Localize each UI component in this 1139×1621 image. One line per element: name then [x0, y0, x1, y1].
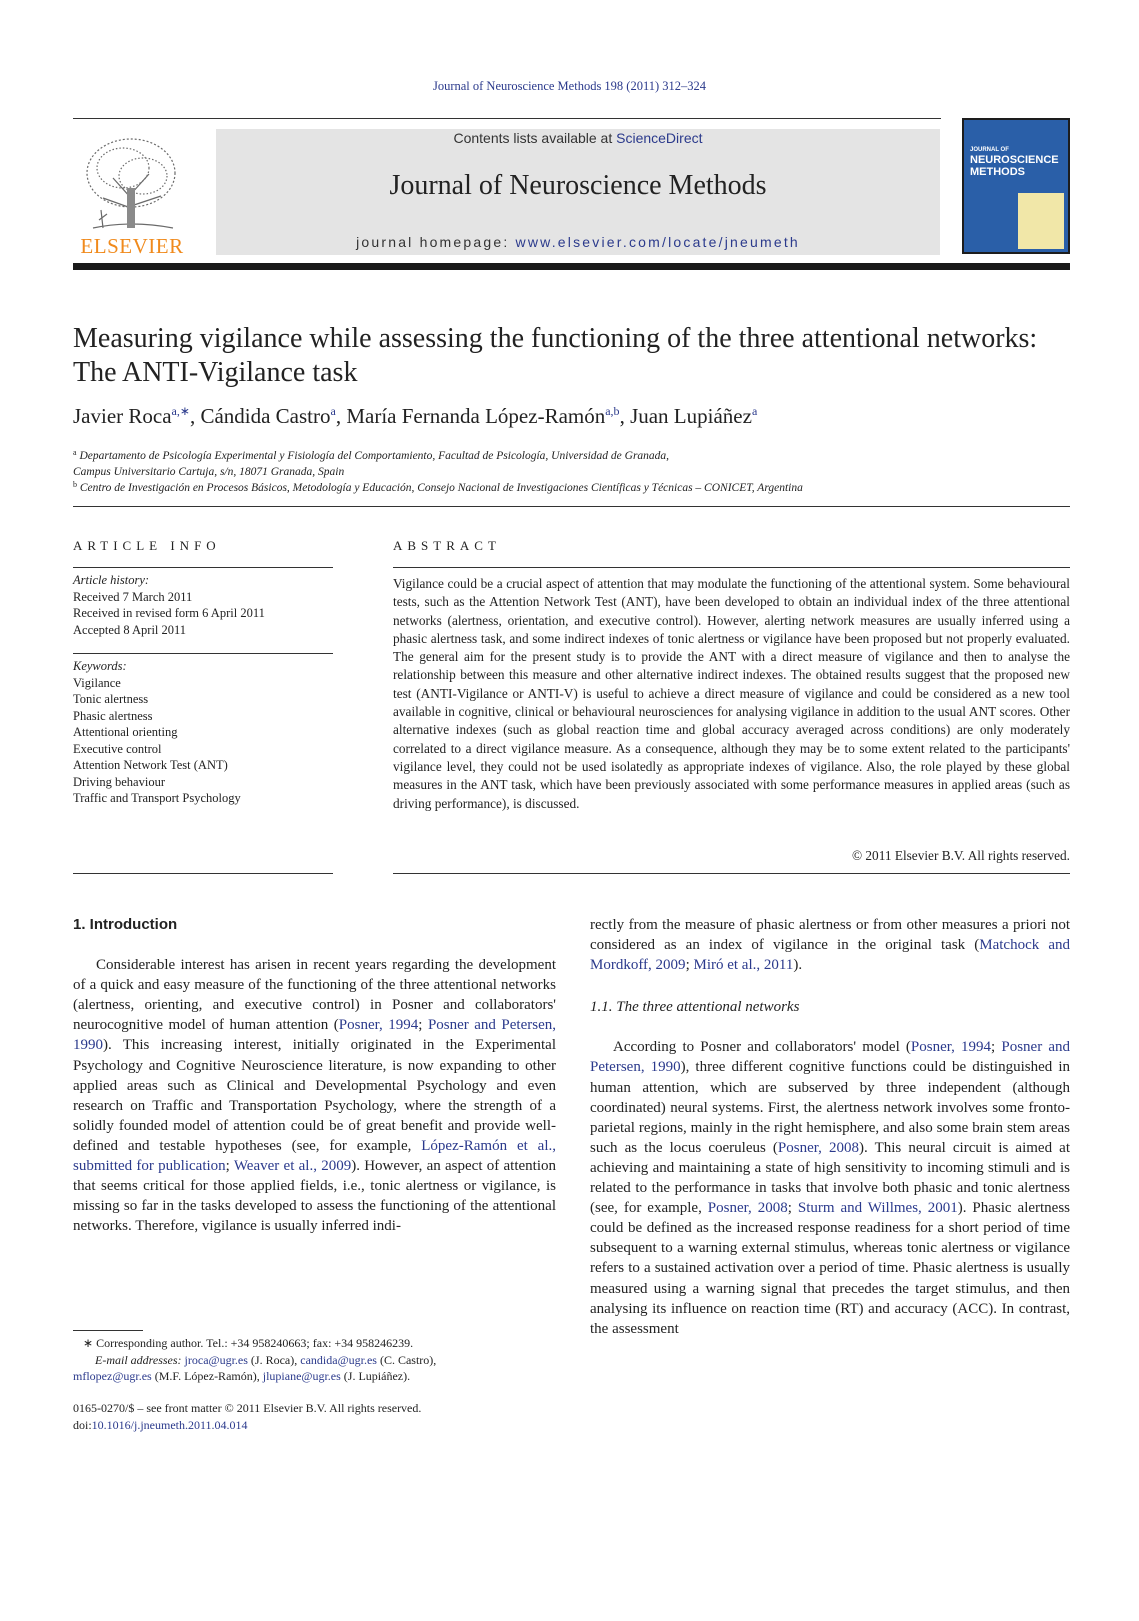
corresponding-author-footnote: [73, 1335, 556, 1385]
journal-name: Journal of Neuroscience Methods: [389, 170, 767, 201]
revised-date: Received in revised form 6 April 2011: [73, 606, 265, 620]
email-owner: (M.F. López-Ramón),: [151, 1369, 263, 1383]
author-name[interactable]: Javier Roca: [73, 404, 172, 428]
cover-panel: [1018, 193, 1064, 249]
citation-link[interactable]: Sturm and Willmes, 2001: [797, 1200, 958, 1217]
continued-paragraph: [590, 915, 1070, 975]
citation-separator: ;: [787, 1200, 798, 1217]
citation-link[interactable]: López-Ramón et al., submitted for publication: [73, 1137, 556, 1175]
footnote-star: ∗: [83, 1336, 94, 1350]
citation-link[interactable]: Posner, 2008: [777, 1139, 859, 1156]
journal-homepage: [216, 234, 940, 250]
history-label: Article history:: [73, 573, 150, 587]
accepted-date: Accepted 8 April 2011: [73, 622, 187, 637]
issn-line: 0165-0270/$ – see front matter © 2011 Elsevier B.V. All rights reserved.: [73, 1401, 422, 1415]
homepage-link[interactable]: www.elsevier.com/locate/jneumeth: [515, 234, 800, 250]
email-owner: (J. Lupiáñez).: [340, 1369, 411, 1383]
author-affil-mark[interactable]: a,∗: [171, 404, 190, 418]
cover-title: [970, 146, 1066, 178]
header-rule: [73, 118, 941, 119]
article-history: [73, 572, 333, 638]
body-text: ), three different cognitive functions could be distinguished in human attention, which are subserved by three independent (although coordinated) neural systems. First, the alertness network involves some fronto-parietal regions, mainly in the right hemisphere, and also some brain stem areas such as the locus coeruleus (: [590, 1059, 1070, 1156]
abstract-rule: [393, 567, 1070, 568]
citation-link[interactable]: Miró et al., 2011: [693, 957, 794, 974]
keywords-block: [73, 658, 333, 807]
citation-separator: ;: [225, 1158, 234, 1175]
author-name[interactable]: Juan Lupiáñez: [630, 404, 752, 428]
email-link[interactable]: jroca@ugr.es: [184, 1352, 248, 1367]
keyword: Traffic and Transport Psychology: [73, 791, 241, 805]
affiliation-line: Departamento de Psicología Experimental y Fisiología del Comportamiento, Facultad de Psicología, Universidad de Granada,: [79, 450, 670, 462]
intro-text: Considerable interest has arisen in recent years regarding the development of a quick and easy measure of the functioning of the three attentional networks (alertness, orienting, and executive control) in Posner and collaborators' neurocognitive model of human attention (: [73, 957, 556, 1034]
abstract-copyright: © 2011 Elsevier B.V. All rights reserved.: [851, 848, 1070, 863]
body-text: ).: [793, 957, 803, 974]
citation-link[interactable]: Matchock and Mordkoff, 2009: [590, 937, 1071, 974]
citation-separator: ;: [418, 1017, 428, 1034]
abstract-bottom-rule: [393, 873, 1070, 874]
cover-small-label: JOURNAL OF: [970, 147, 1009, 153]
author-affil-mark[interactable]: a: [751, 404, 758, 418]
author-list: [73, 404, 1073, 429]
author-affil-mark[interactable]: a: [330, 404, 336, 418]
cover-title-line1: NEUROSCIENCE: [970, 154, 1059, 166]
contents-line: [216, 130, 940, 146]
email-owner: (C. Castro),: [376, 1352, 437, 1367]
citation-separator: ;: [991, 1039, 1002, 1056]
keyword: Attentional orienting: [73, 725, 178, 739]
corresponding-text: Corresponding author. Tel.: +34 958240663; fax: +34 958246239.: [93, 1336, 414, 1350]
email-owner: (J. Roca),: [247, 1352, 301, 1367]
doi-link[interactable]: 10.1016/j.jneumeth.2011.04.014: [91, 1417, 248, 1432]
intro-text: ). However, an aspect of attention that seems critical for those applied fields, i.e., tonic alertness or vigilance, is missing so far in the tasks developed to assess the functioning of the attentional networks. Therefore, vigilance is usually inferred indi-: [73, 1158, 556, 1235]
abstract-heading: ABSTRACT: [393, 538, 501, 553]
introduction-paragraph: [73, 955, 556, 1236]
keyword: Vigilance: [73, 675, 121, 690]
body-text: rectly from the measure of phasic alertness or from other measures a priori not considered as an index of vigilance in the original task (: [590, 917, 1070, 954]
networks-paragraph: [590, 1037, 1070, 1338]
citation-link[interactable]: Posner, 1994: [910, 1039, 992, 1056]
abstract-text: Vigilance could be a crucial aspect of attention that may modulate the functioning of the attentional system. Some behavioural tests, such as the Attention Network Test (ANT), have been developed to obtain an individual index of the three attentional networks (alertness, orientation, and executive control). However, alerting network measures are usually inferred using a phasic alertness task, and some indirect indexes of tonic alertness or vigilance have been proposed but not properly evaluated. The general aim for the present study is to provide the ANT with a direct measure of vigilance and then to analyse the relationship between this measure and other alternative indirect indexes. The obtained results suggest that the proposed new test (ANTI-Vigilance or ANTI-V) is useful to achieve a direct measure of vigilance and could be considered as a new tool available in cognitive, clinical or behavioural neurosciences for analysing vigilance in addition to the usual ANT scores. Other alternative indexes (such as global reaction time and global accuracy averaged across conditions) are only moderately correlated to a direct vigilance measure. As a consequence, although they may be to some extent related to the participants' vigilance level, they could not be used isolatedly as appropriate indexes of vigilance. Also, the role played by these global measures in the ANT task, which have been previously associated with some performance measures in applied areas (such as driving performance), is discussed.: [393, 576, 1070, 811]
cover-title-line2: METHODS: [970, 166, 1025, 178]
affiliation-line: Campus Universitario Cartuja, s/n, 18071 Granada, Spain: [73, 466, 345, 478]
article-title: Measuring vigilance while assessing the functioning of the three attentional networks: The ANTI-Vigilance task: [73, 323, 1038, 388]
header-thick-rule: [73, 263, 1070, 270]
author-name[interactable]: Cándida Castro: [200, 404, 331, 428]
body-text: According to Posner and collaborators' model (: [613, 1039, 911, 1056]
intro-text: ). This increasing interest, initially originated in the Experimental Psychology and Cognitive Neuroscience literature, is now expanding to other applied areas such as Clinical and Developmental Psychology and even research on Traffic and Transportation Psychology, where the strength of a solidly founded model of attention could be of great benefit and provide well-defined and testable hypotheses (see, for example,: [73, 1037, 556, 1154]
citation-separator: ;: [685, 957, 694, 974]
affiliation-a: [73, 445, 1073, 480]
footnote-rule: [73, 1330, 143, 1331]
introduction-heading: 1. Introduction: [73, 916, 178, 933]
author-separator: ,: [619, 404, 631, 428]
sciencedirect-link[interactable]: ScienceDirect: [616, 130, 703, 146]
doi-label: doi:: [73, 1417, 92, 1432]
citation-link[interactable]: Weaver et al., 2009: [233, 1158, 352, 1175]
keyword: Tonic alertness: [73, 692, 149, 706]
affiliation-mark: a: [73, 448, 77, 457]
email-link[interactable]: mflopez@ugr.es: [73, 1369, 152, 1383]
affiliation-b: [73, 477, 1073, 496]
keyword: Driving behaviour: [73, 774, 165, 789]
citation-link[interactable]: Posner and Petersen, 1990: [73, 1017, 556, 1054]
author-name[interactable]: María Fernanda López-Ramón: [346, 404, 606, 428]
body-text: ). This neural circuit is aimed at achieving and maintaining a state of high sensitivity to incoming stimuli and is related to the performance in tasks that involve both phasic and tonic alertness (see, for example,: [590, 1139, 1070, 1217]
title-block-rule: [73, 506, 1070, 507]
front-matter-note: [73, 1400, 556, 1433]
author-affil-mark[interactable]: a,b: [605, 404, 620, 418]
body-text: ). Phasic alertness could be defined as the increased response readiness for a short period of time subsequent to a warning external stimulus, whereas tonic alertness or vigilance refers to a sustained activation over a period of time. Phasic alertness is usually measured using a warning signal that precedes the target stimulus, and then analysing its influence on reaction time (RT) and accuracy (ACC). In contrast, the assessment: [590, 1200, 1071, 1337]
subsection-heading: 1.1. The three attentional networks: [590, 999, 800, 1016]
article-info-rule: [73, 567, 333, 568]
keyword: Phasic alertness: [73, 708, 153, 723]
body-left-column: [73, 915, 556, 1236]
keywords-rule: [73, 653, 333, 654]
citation-link[interactable]: Posner, 1994: [338, 1017, 419, 1034]
citation-link[interactable]: Posner, 2008: [707, 1200, 788, 1217]
affiliation-line: Centro de Investigación en Procesos Básicos, Metodología y Educación, Consejo Nacional de Investigaciones Científicas y Técnicas – CONICET, Argentina: [79, 482, 803, 494]
affiliation-mark: b: [73, 480, 77, 489]
article-info-bottom-rule: [73, 873, 333, 874]
homepage-prefix: journal homepage:: [356, 234, 516, 250]
body-right-column: [590, 915, 1070, 1339]
citation-link[interactable]: Posner and Petersen, 1990: [590, 1039, 1071, 1076]
author-separator: ,: [189, 404, 201, 428]
journal-citation[interactable]: Journal of Neuroscience Methods 198 (2011) 312–324: [432, 79, 707, 93]
article-info-heading: ARTICLE INFO: [73, 538, 221, 553]
email-link[interactable]: candida@ugr.es: [300, 1352, 377, 1367]
keyword: Executive control: [73, 741, 162, 756]
email-label: E-mail addresses:: [95, 1352, 185, 1367]
publisher-wordmark[interactable]: ELSEVIER: [80, 234, 184, 258]
received-date: Received 7 March 2011: [73, 589, 193, 604]
keyword: Attention Network Test (ANT): [73, 758, 228, 772]
author-separator: ,: [335, 404, 347, 428]
email-link[interactable]: jlupiane@ugr.es: [262, 1369, 341, 1383]
keywords-label: Keywords:: [73, 659, 127, 673]
contents-prefix: Contents lists available at: [453, 130, 617, 146]
